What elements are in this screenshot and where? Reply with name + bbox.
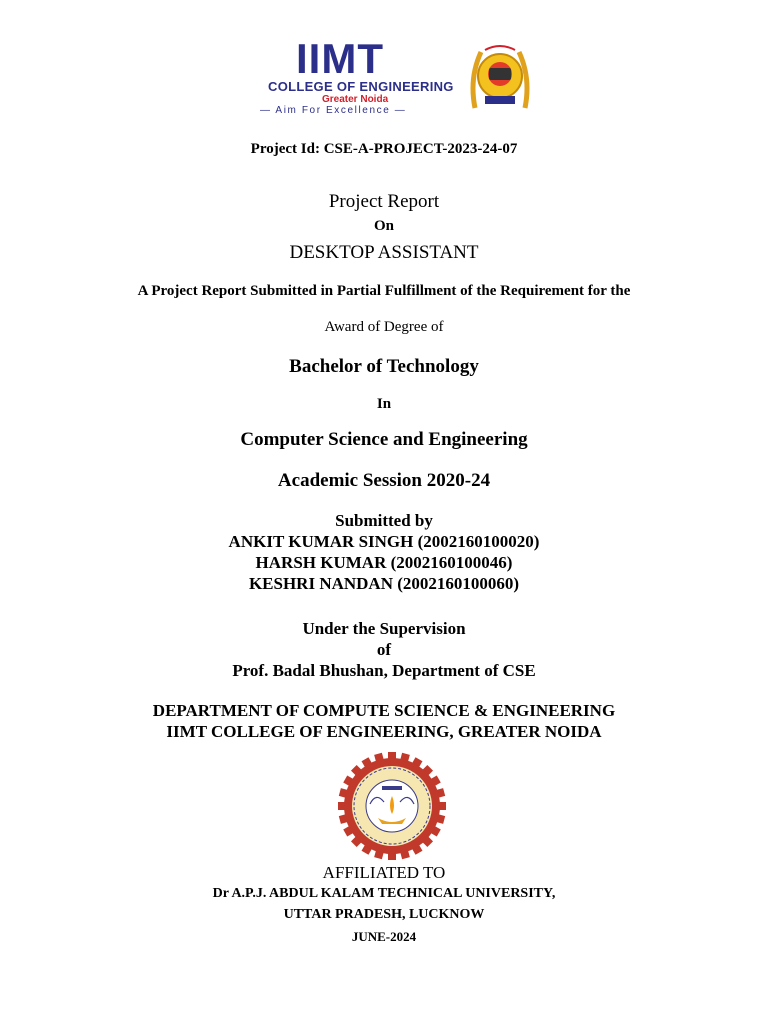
submitted-by-label: Submitted by [335, 511, 433, 530]
affiliated-label: AFFILIATED TO [322, 863, 446, 882]
student-name: HARSH KUMAR (2002160100046) [255, 553, 513, 572]
logo-name: IIMT [296, 35, 384, 82]
university-location: UTTAR PRADESH, LUCKNOW [283, 907, 485, 922]
report-heading: Project Report [328, 191, 440, 212]
iimt-logo [254, 36, 535, 117]
supervision-label: Under the Supervision [302, 619, 466, 638]
logo-college: COLLEGE OF ENGINEERING [268, 79, 454, 94]
branch-name: Computer Science and Engineering [240, 429, 528, 450]
student-name: ANKIT KUMAR SINGH (2002160100020) [228, 532, 540, 551]
student-name: KESHRI NANDAN (2002160100060) [248, 574, 520, 593]
project-id: Project Id: CSE-A-PROJECT-2023-24-07 [250, 141, 518, 157]
supervisor-name: Prof. Badal Bhushan, Department of CSE [232, 661, 536, 680]
report-on: On [373, 218, 394, 234]
iimt-emblem-icon [467, 38, 533, 114]
submission-line-2: Award of Degree of [324, 319, 444, 335]
aktu-seal-icon [338, 752, 446, 860]
degree-name: Bachelor of Technology [289, 356, 479, 377]
supervision-of: of [376, 640, 392, 659]
university-name: Dr A.P.J. ABDUL KALAM TECHNICAL UNIVERSITY, [212, 886, 556, 901]
department-name: DEPARTMENT OF COMPUTE SCIENCE & ENGINEERING [152, 701, 616, 720]
submission-line-1: A Project Report Submitted in Partial Fulfillment of the Requirement for the [137, 283, 631, 299]
logo-location: Greater Noida [322, 94, 389, 105]
project-title: DESKTOP ASSISTANT [289, 242, 479, 263]
academic-session: Academic Session 2020-24 [277, 470, 491, 491]
report-date: JUNE-2024 [351, 929, 417, 944]
college-name: IIMT COLLEGE OF ENGINEERING, GREATER NOIDA [166, 722, 602, 741]
logo-tagline: — Aim For Excellence — [260, 105, 407, 116]
degree-in: In [376, 396, 392, 412]
